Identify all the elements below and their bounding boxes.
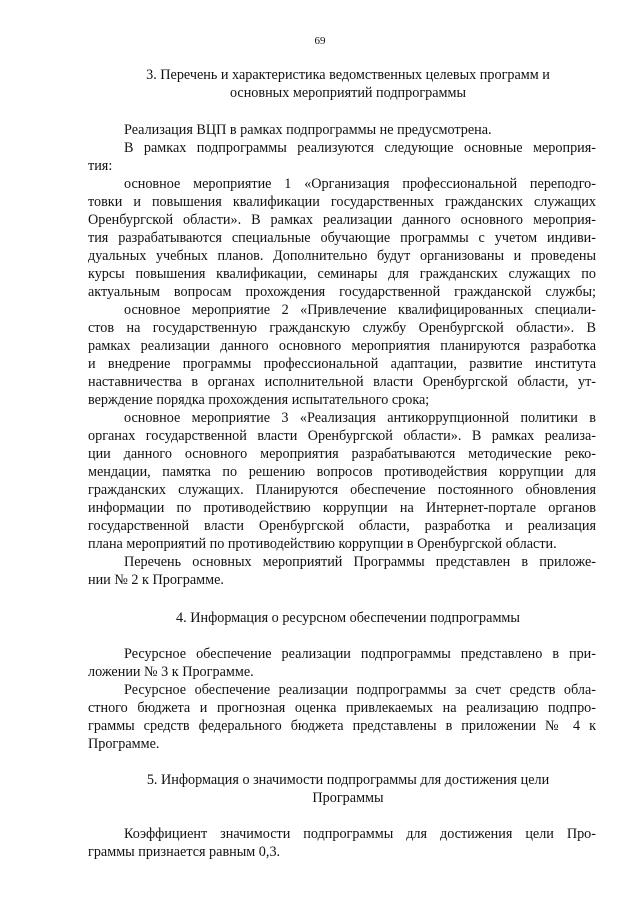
paragraph-line: Коэффициент значимости подпрограммы для достижения цели Про-	[124, 826, 596, 842]
paragraph-line: товки и повышения квалификации государственных гражданских служащих	[88, 194, 596, 210]
paragraph-line: граммы признается равным 0,3.	[88, 844, 281, 860]
paragraph-line: государственной власти Оренбургской области, разработка и реализация	[88, 518, 596, 534]
section-4-heading: 4. Информация о ресурсном обеспечении подпрограммы	[176, 610, 520, 626]
paragraph-line: стов на государственную гражданскую службу Оренбургской области». В	[88, 320, 596, 336]
paragraph-line: рамках реализации данного основного мероприятия планируются разработка	[88, 338, 596, 354]
paragraph-line: органах государственной власти Оренбургской области». В рамках реализа-	[88, 428, 596, 444]
paragraph-line: и внедрение программы профессиональной адаптации, развитие института	[88, 356, 596, 372]
paragraph-line: мендации, памятка по решению вопросов противодействия коррупции для	[88, 464, 596, 480]
section-3-heading-line-1: 3. Перечень и характеристика ведомственных целевых программ и	[146, 67, 550, 83]
paragraph-line: ции данного основного мероприятия разрабатываются методические реко-	[88, 446, 596, 462]
paragraph-line: основное мероприятие 3 «Реализация антикоррупционной политики в	[124, 410, 596, 426]
paragraph-line: информации по противодействию коррупции на Интернет-портале органов	[88, 500, 596, 516]
section-5-heading-line-2: Программы	[312, 790, 384, 806]
paragraph-line: Перечень основных мероприятий Программы представлен в приложе-	[124, 554, 596, 570]
paragraph-line: стного бюджета и прогнозная оценка привлекаемых на реализацию подпро-	[88, 700, 596, 716]
paragraph-line: наставничества в органах исполнительной власти Оренбургской области, ут-	[88, 374, 596, 390]
paragraph-line: Реализация ВЦП в рамках подпрограммы не предусмотрена.	[124, 122, 492, 138]
paragraph-line: Ресурсное обеспечение реализации подпрограммы за счет средств обла-	[124, 682, 596, 698]
paragraph-line: основное мероприятие 1 «Организация профессиональной переподго-	[124, 176, 596, 192]
paragraph-line: Программе.	[88, 736, 160, 752]
paragraph-line: тия:	[88, 158, 113, 174]
paragraph-line: плана мероприятий по противодействию коррупции в Оренбургской области.	[88, 536, 557, 552]
paragraph-line: Ресурсное обеспечение реализации подпрограммы представлено в при-	[124, 646, 596, 662]
paragraph-line: В рамках подпрограммы реализуются следующие основные мероприя-	[124, 140, 596, 156]
paragraph-line: Оренбургской области». В рамках реализации данного основного мероприя-	[88, 212, 596, 228]
paragraph-line: ложении № 3 к Программе.	[88, 664, 254, 680]
paragraph-line: дуальных учебных планов. Дополнительно будут организованы и проведены	[88, 248, 596, 264]
paragraph-line: верждение порядка прохождения испытательного срока;	[88, 392, 430, 408]
paragraph-line: тия разрабатываются специальные обучающие программы с учетом индиви-	[88, 230, 596, 246]
paragraph-line: нии № 2 к Программе.	[88, 572, 224, 588]
paragraph-line: актуальным вопросам прохождения государственной гражданской службы;	[88, 284, 596, 300]
paragraph-line: гражданских служащих. Планируются обеспечение постоянного обновления	[88, 482, 596, 498]
paragraph-line: основное мероприятие 2 «Привлечение квалифицированных специали-	[124, 302, 596, 318]
paragraph-line: граммы средств федерального бюджета представлены в приложении № 4 к	[88, 718, 596, 734]
page-number: 69	[314, 35, 326, 47]
section-5-heading-line-1: 5. Информация о значимости подпрограммы для достижения цели	[146, 772, 550, 788]
paragraph-line: курсы повышения квалификации, семинары для гражданских служащих по	[88, 266, 596, 282]
section-3-heading-line-2: основных мероприятий подпрограммы	[229, 85, 467, 101]
